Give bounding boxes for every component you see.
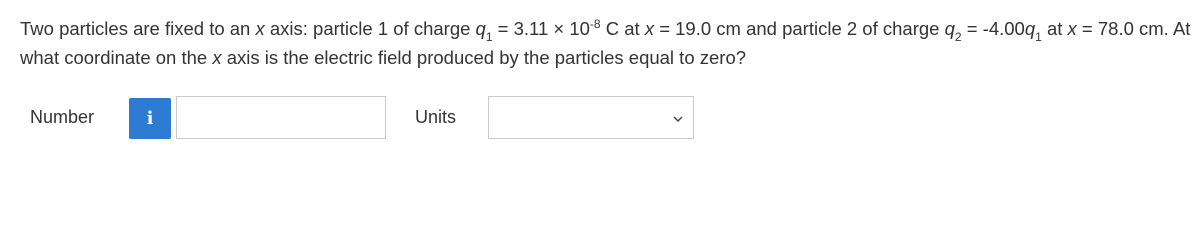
variable-x: x xyxy=(1067,18,1077,39)
variable-x: x xyxy=(255,18,265,39)
question-segment: = 3.11 × 10 xyxy=(492,18,590,39)
question-segment: C at xyxy=(600,18,645,39)
info-icon: i xyxy=(146,108,154,129)
exponent: -8 xyxy=(589,16,601,31)
subscript: 1 xyxy=(1035,29,1042,44)
variable-x: x xyxy=(644,18,655,39)
question-segment: = 19.0 cm and particle 2 of charge xyxy=(654,18,945,39)
number-input[interactable] xyxy=(176,96,386,139)
subscript: 1 xyxy=(485,29,493,44)
variable-q: q xyxy=(944,18,955,39)
units-select[interactable] xyxy=(488,96,694,139)
question-segment: at xyxy=(1041,18,1068,39)
info-button[interactable] xyxy=(129,98,171,139)
variable-q: q xyxy=(475,18,486,39)
question-segment: axis is the electric field produced by the particles equal to zero? xyxy=(221,47,747,68)
subscript: 2 xyxy=(954,29,962,44)
variable-x: x xyxy=(212,47,222,68)
chevron-down-icon xyxy=(673,114,683,124)
answer-row xyxy=(0,96,1200,140)
units-label: Units xyxy=(415,107,457,127)
question-segment: axis: particle 1 of charge xyxy=(264,18,476,39)
number-label: Number xyxy=(30,107,95,127)
question-segment: = -4.00 xyxy=(961,18,1025,39)
question-text xyxy=(20,14,1195,72)
question-segment: Two particles are fixed to an xyxy=(20,18,256,39)
question-segment: = 78.0 cm. At what coordinate on the xyxy=(20,18,1191,68)
variable-q: q xyxy=(1024,18,1036,39)
